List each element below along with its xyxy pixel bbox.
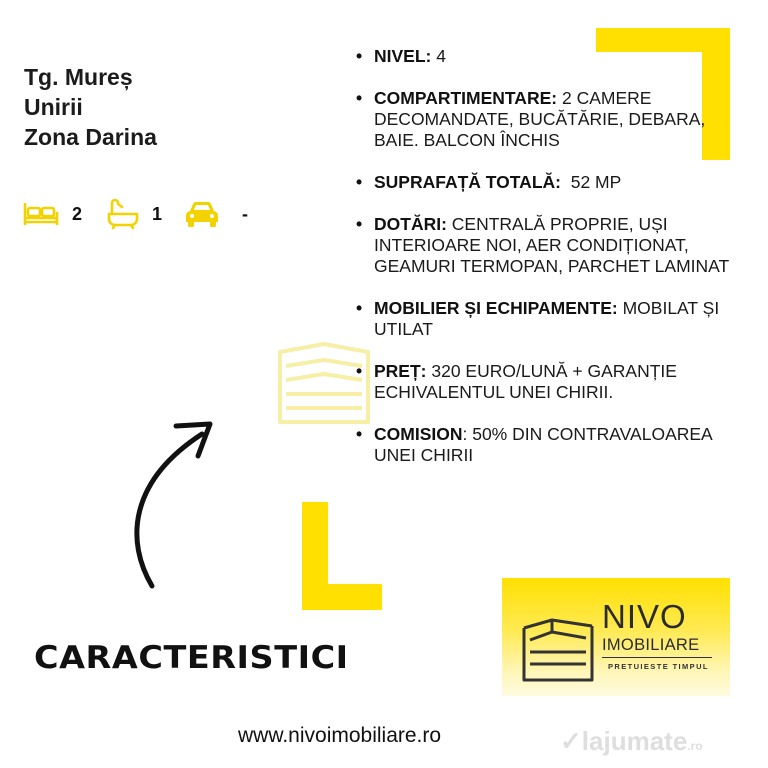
logo-tagline: PRETUIESTE TIMPUL [608, 662, 709, 671]
bathtub-icon [106, 198, 140, 230]
watermark-check-icon: ✓ [560, 726, 582, 756]
site-watermark: ✓lajumate.ro [560, 726, 703, 756]
location-city: Tg. Mureș [24, 64, 133, 90]
location-block [24, 62, 157, 152]
car-icon [184, 200, 220, 228]
feature-surface: • SUPRAFAȚĂ TOTALĂ: 52 MP [356, 172, 736, 193]
feature-floor: • NIVEL: 4 [356, 46, 736, 67]
feature-price: • PREȚ: 320 EURO/LUNĂ + GARANȚIE ECHIVALENTUL UNEI CHIRII. [356, 361, 736, 403]
logo-name: NIVO [602, 598, 687, 635]
features-list [356, 46, 736, 487]
amenities-row [22, 198, 248, 230]
website-link[interactable]: www.nivoimobiliare.ro [238, 724, 442, 747]
brand-logo [502, 578, 730, 696]
bedrooms-count: 2 [72, 203, 83, 224]
location-area: Zona Darina [24, 124, 157, 150]
feature-layout: • COMPARTIMENTARE: 2 CAMERE DECOMANDATE, BUCĂTĂRIE, DEBARA, BAIE. BALCON ÎNCHIS [356, 88, 736, 151]
bathrooms-count: 1 [152, 203, 163, 224]
feature-furniture: • MOBILIER ȘI ECHIPAMENTE: MOBILAT ȘI UTILAT [356, 298, 736, 340]
feature-commission: • COMISION: 50% DIN CONTRAVALOAREA UNEI CHIRII [356, 424, 736, 466]
location-street: Unirii [24, 94, 83, 120]
parking-value: - [242, 203, 249, 224]
logo-divider [602, 657, 712, 658]
bed-icon [22, 200, 60, 228]
feature-amenities: • DOTĂRI: CENTRALĂ PROPRIE, UȘI INTERIOARE NOI, AER CONDIȚIONAT, GEAMURI TERMOPAN, PARCHET LAMINAT [356, 214, 736, 277]
building-icon [522, 618, 594, 686]
corner-bracket-bottom-horizontal [302, 584, 382, 610]
curved-arrow-icon [118, 412, 228, 596]
page-title: CARACTERISTICI [34, 640, 349, 676]
logo-subtitle: IMOBILIARE [602, 636, 700, 654]
